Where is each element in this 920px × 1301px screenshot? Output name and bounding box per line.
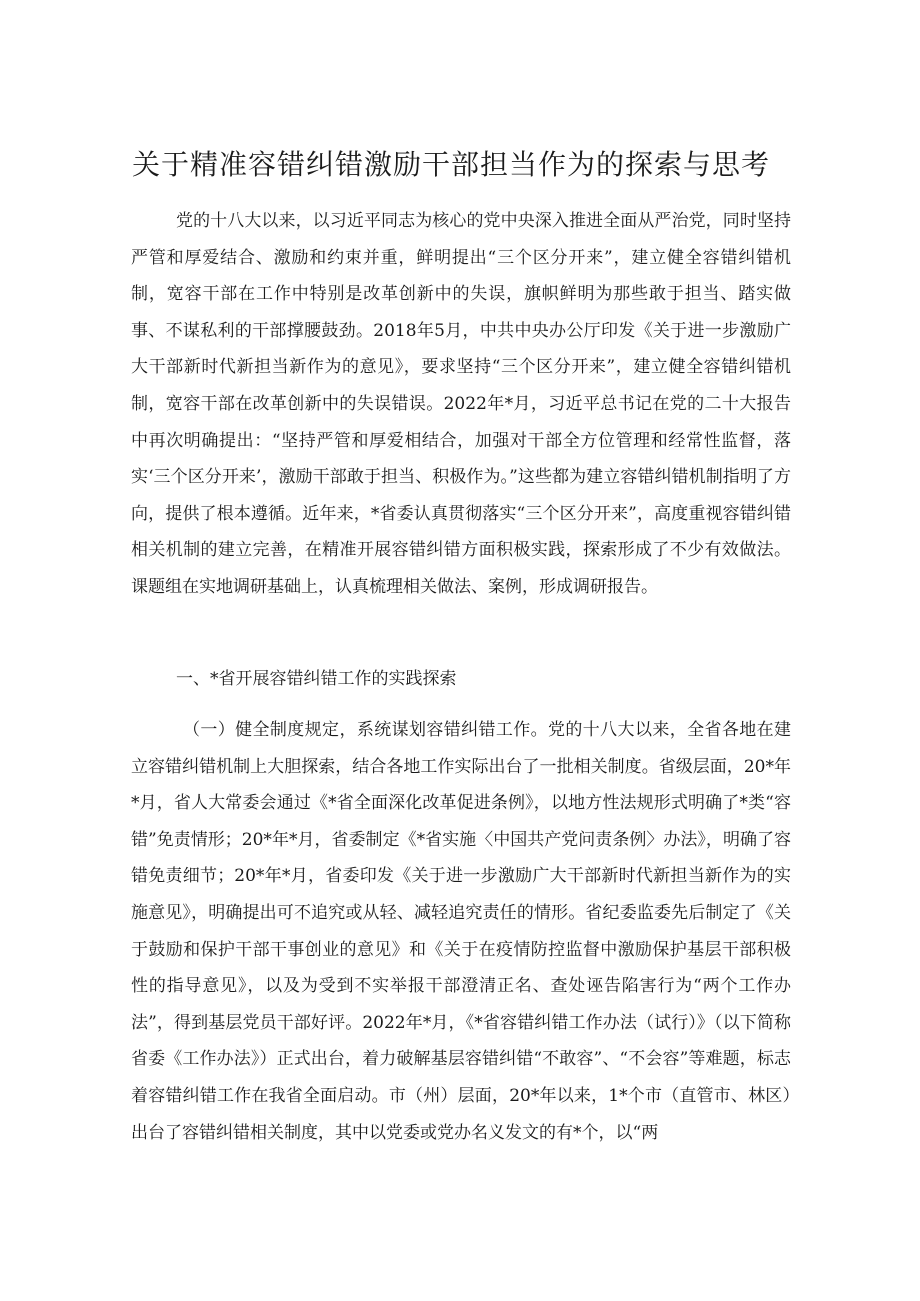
paragraph-intro: 党的十八大以来，以习近平同志为核心的党中央深入推进全面从严治党，同时坚持严管和厚爱结合、激励和约束并重，鲜明提出“三个区分开来”，建立健全容错纠错机制，宽容干部在工作中特别是改革创新中的失误，旗帜鲜明为那些敢于担当、踏实做事、不谋私利的干部撑腰鼓劲。2018年5月，中共中央办公厅印发《关于进一步激励广大干部新时代新担当新作为的意见》，要求坚持“三个区分开来”，建立健全容错纠错机制，宽容干部在改革创新中的失误错误。2022年*月，习近平总书记在党的二十大报告中再次明确提出：“坚持严管和厚爱相结合，加强对干部全方位管理和经常性监督，落实‘三个区分开来’，激励干部敢于担当、积极作为。”这些都为建立容错纠错机制指明了方向，提供了根本遵循。近年来，*省委认真贯彻落实“三个区分开来”，高度重视容错纠错相关机制的建立完善，在精准开展容错纠错方面积极实践，探索形成了不少有效做法。课题组在实地调研基础上，认真梳理相关做法、案例，形成调研报告。 xyxy=(131,211,791,597)
section-heading: 一、*省开展容错纠错工作的实践探索 xyxy=(176,669,457,689)
paragraph-section-1: （一）健全制度规定，系统谋划容错纠错工作。党的十八大以来，全省各地在建立容错纠错机制上大胆探索，结合各地工作实际出台了一批相关制度。省级层面，20*年*月，省人大常委会通过《*省全面深化改革促进条例》，以地方性法规形式明确了*类“容错”免责情形；20*年*月，省委制定《*省实施〈中国共产党问责条例〉办法》，明确了容错免责细节；20*年*月，省委印发《关于进一步激励广大干部新时代新担当新作为的实施意见》，明确提出可不追究或从轻、减轻追究责任的情形。省纪委监委先后制定了《关于鼓励和保护干部干事创业的意见》和《关于在疫情防控监督中激励保护基层干部积极性的指导意见》，以及为受到不实举报干部澄清正名、查处诬告陷害行为“两个工作办法”，得到基层党员干部好评。2022年*月，《*省容错纠错工作办法（试行）》（以下简称省委《工作办法》）正式出台，着力破解基层容错纠错“不敢容”、“不会容”等难题，标志着容错纠错工作在我省全面启动。市（州）层面，20*年以来，1*个市（直管市、林区）出台了容错纠错相关制度，其中以党委或党办名义发文的有*个，以“两 xyxy=(131,720,791,1143)
document-title: 关于精准容错纠错激励干部担当作为的探索与思考 xyxy=(132,148,771,181)
